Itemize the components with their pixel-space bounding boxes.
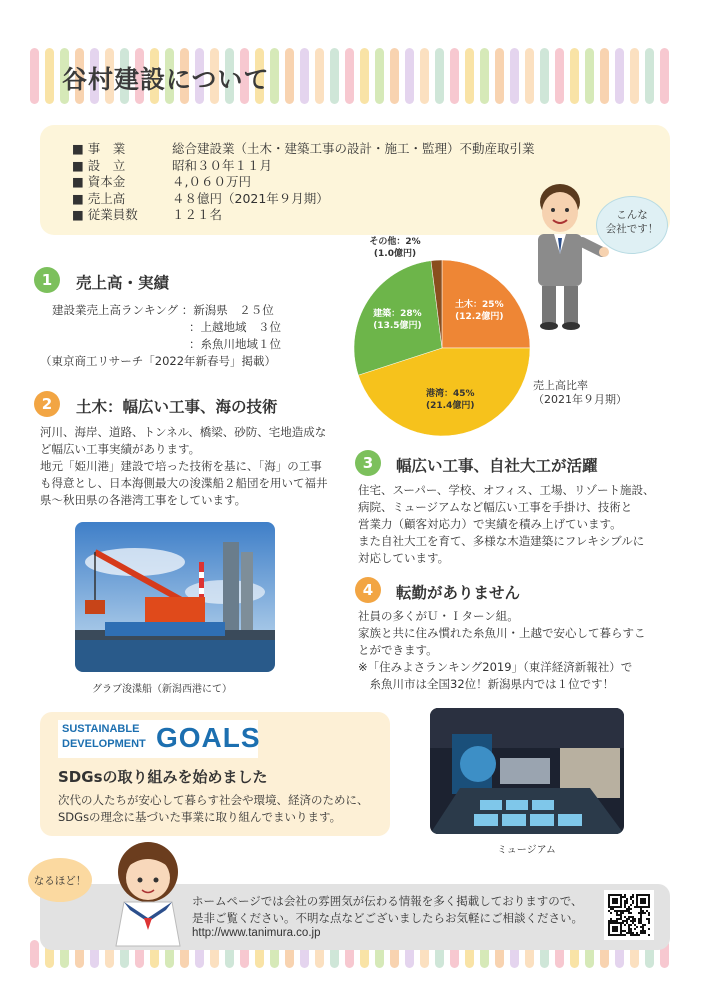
section2-line: 県〜秋田県の各港湾工事をしています。 [40, 493, 247, 507]
stripe [330, 48, 339, 104]
section2-body [40, 424, 350, 509]
stripe [555, 48, 564, 104]
stripe [420, 48, 429, 104]
section2-number: 2 [34, 391, 60, 417]
section1-number: 1 [34, 267, 60, 293]
stripe [270, 48, 279, 104]
stripe [285, 48, 294, 104]
pie-label-pct: その他：2% [369, 237, 421, 247]
stripe [480, 48, 489, 104]
dredger-photo [75, 522, 275, 672]
section3-line: 営業力（顧客対応力）で実績を積み上げています。 [358, 517, 622, 531]
info-value: ４８億円（2021年９月期） [172, 190, 329, 206]
sdgs-logo-line2: DEVELOPMENT [62, 738, 146, 750]
stripe [465, 48, 474, 104]
stripe [30, 940, 39, 968]
info-value: 昭和３０年１１月 [172, 157, 273, 173]
section4-line: ※「住みよさランキング2019」（東洋経済新報社）で [358, 660, 633, 674]
section4-line: 社員の多くがＵ・Ｉターン組。 [358, 609, 519, 623]
pie-label-value: (1.0億円) [373, 249, 417, 259]
stripe [345, 48, 354, 104]
pie-label-土木 [439, 299, 519, 323]
stripe [30, 48, 39, 104]
section2-line: 河川、海岸、道路、トンネル、橋梁、砂防、宅地造成な [40, 425, 327, 439]
section1-line-4: （東京商工リサーチ「2022年新春号」掲載） [40, 354, 277, 368]
info-key: ■ 従業員数 [72, 207, 138, 222]
sdgs-line-1: 次代の人たちが安心して暮らす社会や環境、経済のために、 [58, 793, 369, 807]
stripe [495, 48, 504, 104]
stripe [615, 48, 624, 104]
schoolgirl-illustration [110, 838, 190, 948]
info-value: ４,０６０万円 [172, 174, 251, 189]
stripe [540, 48, 549, 104]
footer-line-2: 是非ご覧ください。不明な点などございましたらお気軽にご相談ください。 [192, 911, 583, 925]
section3-line: 住宅、スーパー、学校、オフィス、工場、リゾート施設、 [358, 483, 655, 497]
section2-line: ど幅広い工事実績があります。 [40, 442, 201, 456]
company-info-row [72, 139, 535, 157]
company-info-row [72, 189, 329, 207]
section3-line: 対応しています。 [358, 551, 450, 565]
sdgs-logo-line1: SUSTAINABLE [62, 723, 140, 735]
pie-label-pct: 港湾：45% [425, 389, 475, 400]
stripe [600, 48, 609, 104]
sdgs-logo [58, 720, 261, 758]
info-value: １２１名 [172, 207, 223, 222]
stripe [405, 48, 414, 104]
stripe [390, 48, 399, 104]
stripe [450, 48, 459, 104]
info-key: ■ 資本金 [72, 174, 126, 189]
section1-line-3: ：糸魚川地域１位 [189, 337, 281, 351]
sdgs-heading: SDGsの取り組みを始めました [58, 768, 268, 786]
section1-title: 売上高・実績 [76, 274, 170, 292]
section4-body [358, 608, 678, 693]
info-key: ■ 事 業 [72, 141, 126, 156]
pie-label-pct: 土木：25% [455, 299, 504, 310]
section4-title: 転勤がありません [396, 584, 521, 602]
sdgs-line-2: SDGsの理念に基づいた事業に取り組んでまいります。 [58, 810, 342, 824]
section3-line: また自社大工を育て、多様な木造建築にフレキシブルに [358, 534, 645, 548]
info-value: 総合建設業（土木・建築工事の設計・施工・監理）不動産取引業 [172, 141, 535, 156]
section4-line: 家族と共に住み慣れた糸魚川・上越で安心して暮らすこ [358, 626, 646, 640]
stripe [570, 48, 579, 104]
dredger-photo-caption: グラブ浚渫船（新潟西港にて） [92, 684, 232, 695]
section2-line: も得意とし、日本海側最大の浚渫船２船団を用いて福井 [40, 476, 328, 490]
stripe [300, 48, 309, 104]
stripe [45, 48, 54, 104]
company-info-row [72, 172, 251, 190]
company-info-row [72, 205, 222, 223]
footer-line-1: ホームページでは会社の雰囲気が伝わる情報を多く掲載しておりますので、 [192, 894, 583, 908]
section1-line-2: ：上越地域 ３位 [189, 320, 281, 334]
stripe [645, 48, 654, 104]
section3-line: 病院、ミュージアムなど幅広い工事を手掛け、技術と [358, 500, 633, 514]
speech-bubble-text: こんな 会社です！ [605, 209, 659, 235]
company-info-row [72, 156, 272, 174]
info-key: ■ 売上高 [72, 190, 126, 206]
stripe [315, 48, 324, 104]
chart-title: 売上高比率 [533, 379, 588, 392]
stripe [660, 48, 669, 104]
museum-photo [430, 708, 624, 834]
section4-number: 4 [355, 577, 381, 603]
businessman-illustration [520, 182, 610, 332]
qr-code[interactable] [604, 890, 654, 940]
pie-label-建築 [357, 308, 437, 332]
section3-title: 幅広い工事、自社大工が活躍 [396, 457, 598, 475]
section2-title: 土木：幅広い工事、海の技術 [76, 398, 278, 416]
pie-label-value: (13.5億円) [373, 320, 422, 331]
section4-line: とができます。 [358, 643, 438, 657]
stripe [510, 48, 519, 104]
stripe [435, 48, 444, 104]
stripe [630, 48, 639, 104]
stripe [525, 48, 534, 104]
section2-line: 地元「姫川港」建設で培った技術を基に、「海」の工事 [40, 459, 322, 473]
stripe [360, 48, 369, 104]
section1-line-1: 建設業売上高ランキング ：新潟県 ２５位 [52, 303, 274, 317]
pie-label-港湾 [410, 388, 490, 412]
chart-subtitle: （2021年９月期） [533, 393, 627, 406]
pie-label-value: (21.4億円) [426, 401, 475, 412]
stripe [585, 48, 594, 104]
pie-label-value: (12.2億円) [455, 311, 504, 322]
section3-body [358, 482, 678, 567]
sdgs-logo-goals: GOALS [156, 722, 261, 753]
website-link[interactable]: http://www.tanimura.co.jp [192, 927, 321, 939]
museum-caption: ミュージアム [497, 845, 556, 856]
section4-line: 糸魚川市は全国32位！新潟県内では１位です！ [358, 677, 615, 691]
page-title: 谷村建設について [62, 65, 270, 94]
pie-label-pct: 建築：28% [373, 308, 422, 319]
info-key: ■ 設 立 [72, 157, 126, 173]
section3-number: 3 [355, 450, 381, 476]
footer-bubble-text: なるほど！ [33, 875, 87, 887]
pie-label-その他 [355, 236, 435, 260]
stripe [375, 48, 384, 104]
